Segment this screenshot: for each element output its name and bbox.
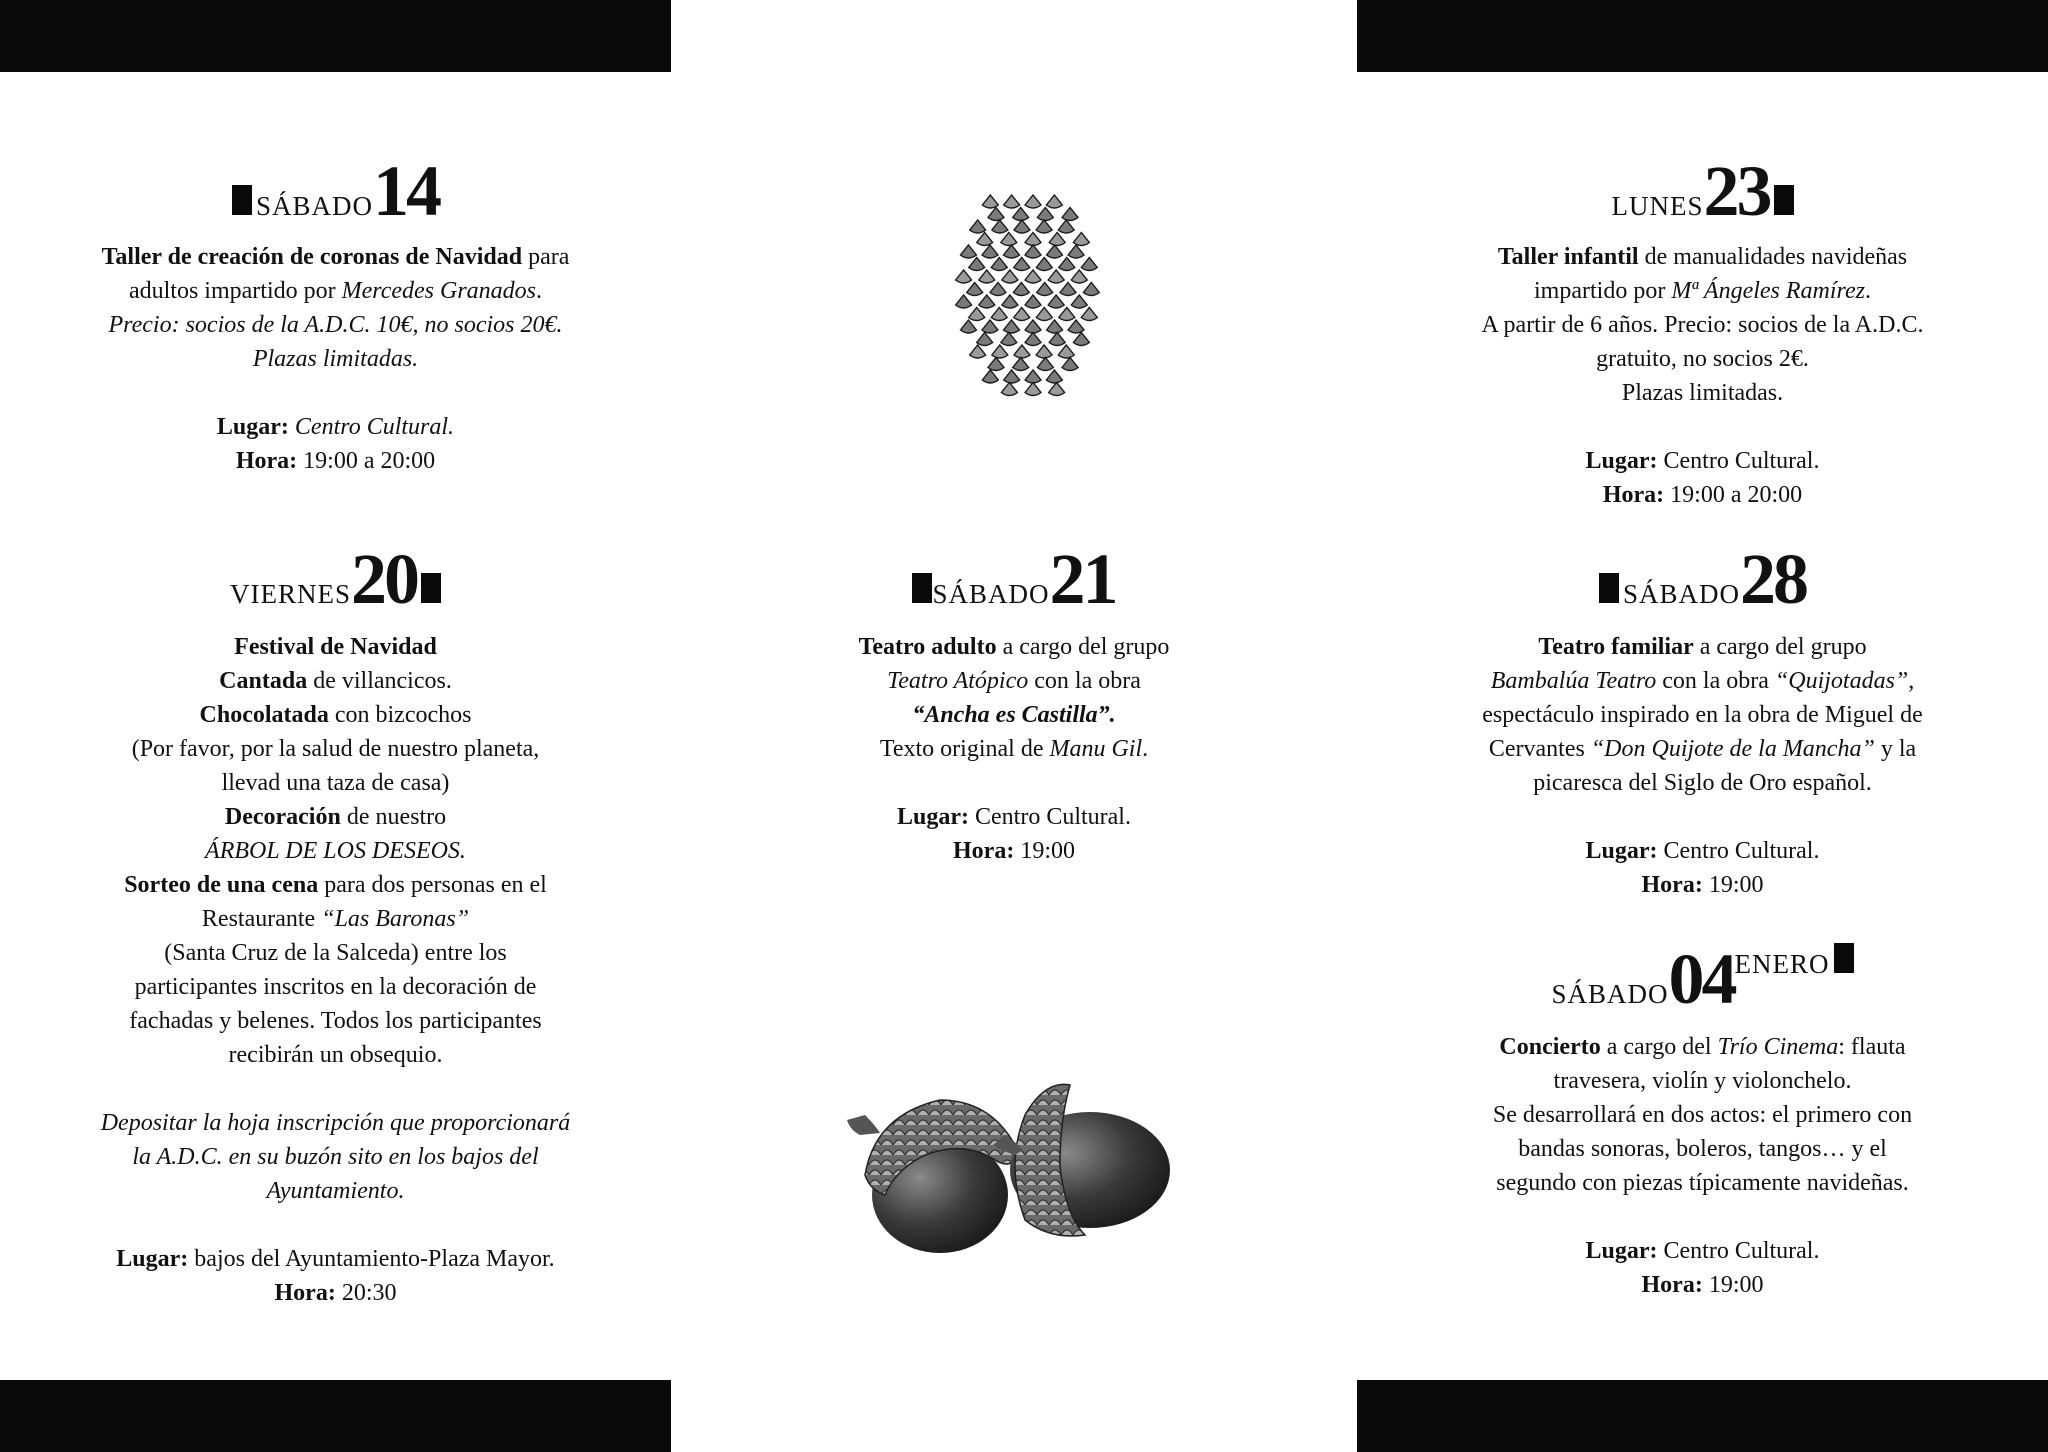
bottom-bar-left — [0, 1380, 671, 1452]
month-label: ENERO — [1734, 949, 1830, 979]
cone-scale — [1025, 245, 1041, 258]
italic-text: Ayuntamiento. — [266, 1178, 405, 1204]
hora-value: 19:00 — [1702, 1272, 1764, 1298]
group-name: Teatro Atópico — [887, 668, 1029, 694]
text: con la obra — [1028, 668, 1141, 694]
text: participantes inscritos en la decoración de — [134, 974, 537, 1000]
cone-scale — [1025, 270, 1041, 283]
day-number: 14 — [373, 151, 440, 231]
top-bar-left — [0, 0, 671, 72]
cone-scale — [988, 358, 1004, 371]
event-title: Concierto — [1499, 1034, 1601, 1060]
cone-scale — [1036, 220, 1052, 233]
cone-scale — [1025, 370, 1041, 383]
square-marker — [912, 573, 932, 603]
lugar-label: Lugar: — [116, 1246, 189, 1272]
cone-scale — [1014, 345, 1030, 358]
cone-scale — [970, 345, 986, 358]
cone-scale — [1048, 270, 1064, 283]
text: a cargo del grupo — [1693, 634, 1867, 660]
cone-scale — [1060, 283, 1076, 296]
event-lunes-23: Taller infantil de manualidades navideñas impartido por Mª Ángeles Ramírez. A partir de 6 años. Precio: socios de la A.D.C. gratuito, no socios 2€. Plazas limitadas. Lugar: Centro Cultural. Hora: 19:00 a 20:00 — [1377, 240, 2028, 512]
lugar-label: Lugar: — [1585, 1238, 1658, 1264]
cone-scale — [1068, 320, 1084, 333]
cone-scale — [1001, 233, 1017, 246]
lugar-label: Lugar: — [897, 804, 969, 830]
author-name: Manu Gil — [1049, 736, 1143, 762]
italic-text: la A.D.C. en su buzón sito en los bajos del — [132, 1144, 539, 1170]
cone-scale — [956, 295, 972, 308]
lugar-value: Centro Cultural. — [1657, 1238, 1820, 1264]
text: a cargo del — [1600, 1034, 1718, 1060]
text: llevad una taza de casa) — [221, 770, 450, 796]
text: segundo con piezas típicamente navideñas. — [1496, 1170, 1909, 1196]
cone-scale — [977, 233, 993, 246]
tree-text: ÁRBOL DE LOS DESEOS. — [205, 838, 466, 864]
square-marker — [232, 185, 252, 215]
cone-scale — [1081, 258, 1097, 271]
day-number: 20 — [351, 539, 417, 619]
hora-value: 19:00 a 20:00 — [1664, 482, 1803, 508]
day-label: SÁBADO — [1622, 579, 1741, 609]
cone-scale — [982, 245, 998, 258]
text: con bizcochos — [328, 702, 472, 728]
italic-text: Depositar la hoja inscripción que proporcionará — [100, 1110, 571, 1136]
cone-scale — [1025, 195, 1041, 208]
cone-scale — [1002, 295, 1018, 308]
instructor-name: Mercedes Granados — [341, 278, 537, 304]
text: recibirán un obsequio. — [228, 1042, 443, 1068]
cone-scale — [1062, 358, 1078, 371]
cone-scale — [1002, 270, 1018, 283]
play-title: “Ancha es Castilla”. — [912, 702, 1116, 728]
cone-scale — [982, 195, 998, 208]
event-title: Taller de creación de coronas de Navidad — [101, 244, 523, 270]
lugar-value: bajos del Ayuntamiento-Plaza Mayor. — [188, 1246, 555, 1272]
header-sabado-21 — [671, 538, 1357, 621]
square-marker — [1834, 943, 1854, 973]
cone-scale — [990, 283, 1006, 296]
cone-scale — [1049, 383, 1065, 396]
bold-text: Sorteo de una cena — [124, 872, 319, 898]
header-sabado-28 — [1357, 538, 2048, 621]
event-sabado-21: Teatro adulto a cargo del grupo Teatro Atópico con la obra “Ancha es Castilla”. Texto original de Manu Gil. Lugar: Centro Cultural. Hora: 19:00 — [858, 634, 1170, 864]
top-bar-right — [1357, 0, 2048, 72]
cone-scale — [1037, 208, 1053, 221]
limited-places: Plazas limitadas. — [1621, 380, 1784, 406]
bottom-bar-right — [1357, 1380, 2048, 1452]
cone-scale — [1001, 383, 1017, 396]
text: para dos personas en el — [318, 872, 547, 898]
cone-scale — [1003, 320, 1019, 333]
lugar-label: Lugar: — [216, 414, 289, 440]
day-label: SÁBADO — [932, 579, 1050, 609]
cone-scale — [1025, 383, 1041, 396]
lugar-value: Centro Cultural. — [1657, 838, 1820, 864]
text: picaresca del Siglo de Oro español. — [1533, 770, 1872, 796]
cone-scale — [991, 308, 1007, 321]
cone-scale — [1058, 345, 1074, 358]
play-title: “Quijotadas” — [1774, 668, 1909, 694]
cone-scale — [1058, 220, 1074, 233]
cone-scale — [1025, 295, 1041, 308]
cone-scale — [1049, 333, 1065, 346]
cone-scale — [967, 283, 983, 296]
cone-scale — [1071, 295, 1087, 308]
cone-scale — [1004, 195, 1020, 208]
instructor-name: Mª Ángeles Ramírez — [1671, 278, 1865, 304]
bold-text: Decoración — [224, 804, 341, 830]
cone-scale — [1049, 233, 1065, 246]
book-title: “Don Quijote de la Mancha” — [1590, 736, 1875, 762]
group-name: Bambalúa Teatro — [1490, 668, 1657, 694]
event-viernes-20 — [20, 630, 651, 1310]
cone-scale — [1036, 258, 1052, 271]
cone-scale — [969, 258, 985, 271]
day-number: 23 — [1703, 151, 1770, 231]
cone-scale — [960, 320, 976, 333]
cone-scale — [1014, 308, 1030, 321]
text: de nuestro — [340, 804, 447, 830]
cone-scale — [1014, 220, 1030, 233]
text: fachadas y belenes. Todos los participantes — [129, 1008, 542, 1034]
text: (Santa Cruz de la Salceda) entre los — [164, 940, 507, 966]
hora-label: Hora: — [1602, 482, 1665, 508]
price-text: Precio: socios de la A.D.C. 10€, no socios 20€. — [108, 312, 563, 338]
cone-scale — [969, 308, 985, 321]
hora-label: Hora: — [274, 1280, 336, 1306]
lugar-value: Centro Cultural. — [288, 414, 455, 440]
text: Texto original de — [879, 736, 1050, 762]
event-title: Festival de Navidad — [234, 634, 437, 660]
cone-scale — [982, 320, 998, 333]
cone-scale — [1046, 195, 1062, 208]
cone-scale — [1013, 208, 1029, 221]
cone-scale — [1037, 358, 1053, 371]
cone-scale — [1073, 233, 1089, 246]
event-title: Taller infantil — [1497, 244, 1639, 270]
cone-scale — [1068, 245, 1084, 258]
text: con la obra — [1656, 668, 1775, 694]
square-marker — [1774, 185, 1794, 215]
hora-value: 20:30 — [335, 1280, 397, 1306]
header-sabado-04-enero — [1357, 938, 2048, 1021]
header-sabado-14 — [0, 150, 671, 233]
cone-scale — [1001, 333, 1017, 346]
text: y la — [1874, 736, 1917, 762]
cone-scale — [1059, 308, 1075, 321]
cone-scale — [1062, 208, 1078, 221]
cone-scale — [1036, 345, 1052, 358]
cone-scale — [1047, 245, 1063, 258]
text: travesera, violín y violonchelo. — [1553, 1068, 1852, 1094]
cone-scale — [970, 220, 986, 233]
cone-scale — [1013, 358, 1029, 371]
cone-scale — [1046, 370, 1062, 383]
cone-scale — [992, 220, 1008, 233]
event-title: Teatro familiar — [1538, 634, 1694, 660]
cone-scale — [979, 295, 995, 308]
text: de manualidades navideñas — [1638, 244, 1908, 270]
hora-label: Hora: — [1641, 872, 1703, 898]
cone-scale — [1083, 283, 1099, 296]
text: a cargo del grupo — [996, 634, 1170, 660]
bold-text: Chocolatada — [199, 702, 329, 728]
lugar-value: Centro Cultural. — [1657, 448, 1820, 474]
pine-cone-illustration — [950, 190, 1100, 420]
cone-scale — [1081, 308, 1097, 321]
day-number: 04 — [1668, 939, 1735, 1019]
text: de villancicos. — [307, 668, 452, 694]
cone-scale — [1025, 233, 1041, 246]
group-name: Trío Cinema — [1717, 1034, 1839, 1060]
text: impartido por — [1534, 278, 1672, 304]
header-viernes-20 — [0, 538, 671, 621]
cone-scale — [1004, 370, 1020, 383]
cone-scale — [1014, 258, 1030, 271]
day-label: SÁBADO — [255, 191, 374, 221]
text: : flauta — [1838, 1034, 1906, 1060]
price-text: gratuito, no socios 2€. — [1596, 346, 1809, 372]
hora-label: Hora: — [953, 838, 1015, 864]
lugar-label: Lugar: — [1585, 448, 1658, 474]
text: para — [522, 244, 570, 270]
hora-value: 19:00 — [1702, 872, 1764, 898]
text: (Por favor, por la salud de nuestro planeta, — [131, 736, 540, 762]
cone-scale — [992, 345, 1008, 358]
cone-scale — [1073, 333, 1089, 346]
day-label: LUNES — [1611, 191, 1704, 221]
cone-scale — [1025, 320, 1041, 333]
text: bandas sonoras, boleros, tangos… y el — [1518, 1136, 1887, 1162]
lugar-label: Lugar: — [1585, 838, 1658, 864]
cone-scale — [1003, 245, 1019, 258]
day-label: VIERNES — [230, 579, 351, 609]
lugar-value: Centro Cultural. — [969, 804, 1131, 830]
event-sabado-14: Taller de creación de coronas de Navidad para adultos impartido por Mercedes Granados. Precio: socios de la A.D.C. 10€, no socios 20€. Plazas limitadas. Lugar: Centro Cultural. Hora: 19:00 a 20:00 — [101, 244, 570, 474]
cone-scale — [1037, 283, 1053, 296]
cone-scale — [956, 270, 972, 283]
cone-scale — [960, 245, 976, 258]
text: espectáculo inspirado en la obra de Miguel de — [1482, 702, 1923, 728]
cone-scale — [979, 270, 995, 283]
cone-scale — [977, 333, 993, 346]
bold-text: Cantada — [219, 668, 308, 694]
price-text: A partir de 6 años. Precio: socios de la A.D.C. — [1481, 312, 1924, 338]
event-title: Teatro adulto — [858, 634, 997, 660]
cone-scale — [1047, 320, 1063, 333]
day-label: SÁBADO — [1551, 979, 1669, 1009]
cone-scale — [988, 208, 1004, 221]
day-number: 28 — [1740, 539, 1807, 619]
text: Se desarrollará en dos actos: el primero con — [1492, 1102, 1913, 1128]
cone-scale — [1071, 270, 1087, 283]
hora-label: Hora: — [235, 448, 298, 474]
cone-scale — [1048, 295, 1064, 308]
event-sabado-04 — [1377, 1030, 2028, 1302]
cone-scale — [1036, 308, 1052, 321]
restaurant-name: “Las Baronas” — [321, 906, 470, 932]
cone-scale — [1059, 258, 1075, 271]
text: Cervantes — [1488, 736, 1591, 762]
text: Restaurante — [201, 906, 322, 932]
limited-places: Plazas limitadas. — [252, 346, 419, 372]
day-number: 21 — [1049, 539, 1116, 619]
square-marker — [421, 573, 441, 603]
event-sabado-28: Teatro familiar a cargo del grupo Bambalúa Teatro con la obra “Quijotadas”, espectáculo inspirado en la obra de Miguel de Cervantes “Don Quijote de la Mancha” y la picaresca del Siglo de Oro español. Lugar: Centro Cultural. Hora: 19:00 — [1377, 630, 2028, 902]
cone-scale — [1013, 283, 1029, 296]
acorns-illustration — [845, 1075, 1205, 1260]
hora-label: Hora: — [1641, 1272, 1703, 1298]
text: adultos impartido por — [128, 278, 342, 304]
cone-scale — [1025, 333, 1041, 346]
header-lunes-23 — [1357, 150, 2048, 233]
cone-scale — [982, 370, 998, 383]
square-marker — [1599, 573, 1619, 603]
hora-value: 19:00 — [1014, 838, 1075, 864]
cone-scale — [991, 258, 1007, 271]
hora-value: 19:00 a 20:00 — [297, 448, 436, 474]
